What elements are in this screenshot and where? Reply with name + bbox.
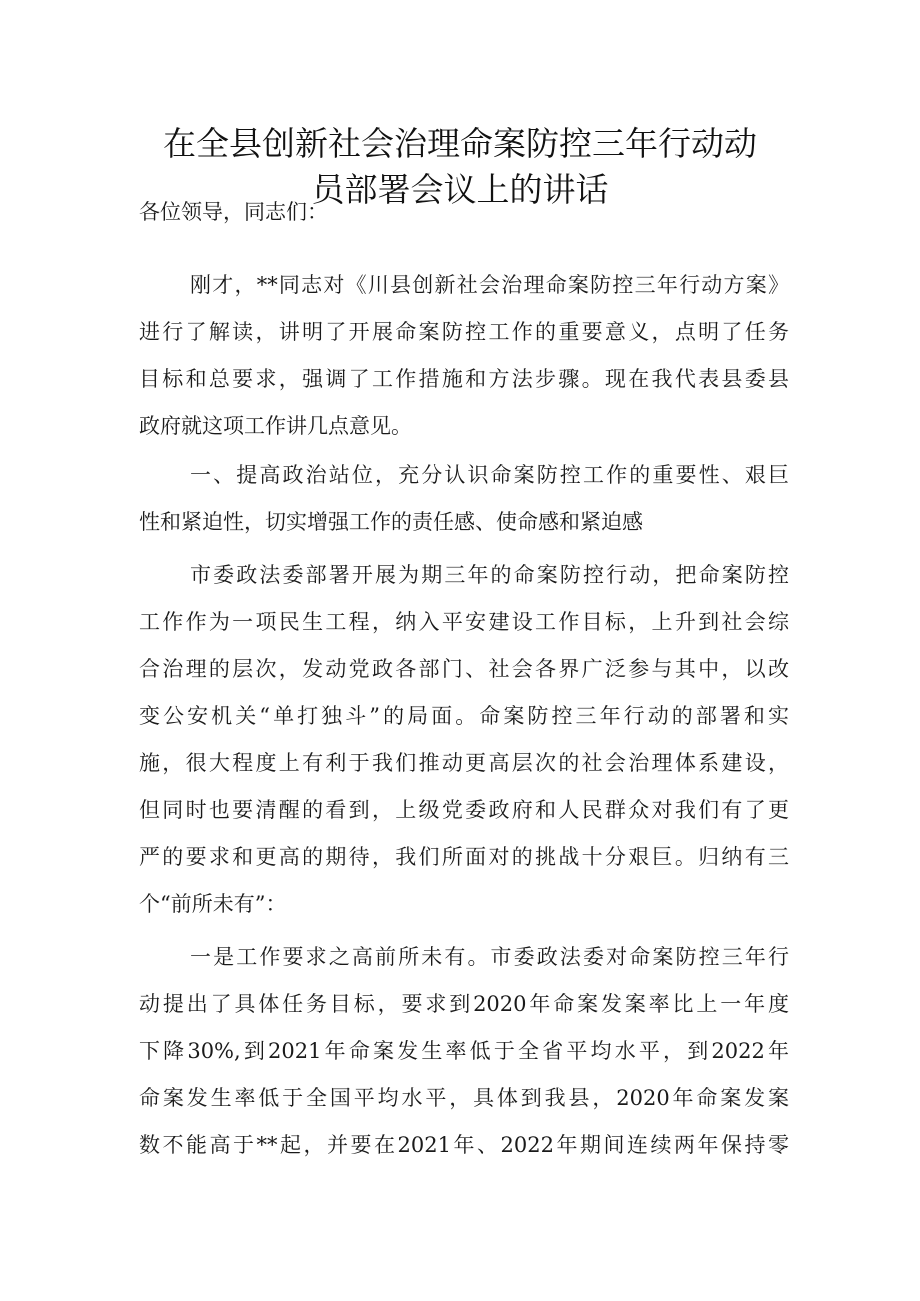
paragraph-2-line-7: 严的要求和更高的期待，我们所面对的挑战十分艰巨。归纳有三 (139, 845, 789, 869)
paragraph-2-line-3: 合治理的层次，发动党政各部门、社会各界广泛参与其中，以改 (139, 657, 789, 681)
section-heading-1-line-2: 性和紧迫性，切实增强工作的责任感、使命感和紧迫感 (139, 510, 643, 534)
document-title-line-1: 在全县创新社会治理命案防控三年行动动 (163, 124, 757, 163)
salutation: 各位领导，同志们： (139, 200, 328, 224)
paragraph-1-line-3: 目标和总要求，强调了工作措施和方法步骤。现在我代表县委县 (139, 367, 789, 391)
paragraph-2-line-8: 个“前所未有”： (139, 892, 287, 916)
paragraph-3-line-4: 命案发生率低于全国平均水平，具体到我县，2020年命案发案 (139, 1086, 789, 1110)
paragraph-2-line-2: 工作作为一项民生工程，纳入平安建设工作目标，上升到社会综 (139, 610, 789, 634)
paragraph-3-line-1: 一是工作要求之高前所未有。市委政法委对命案防控三年行 (190, 945, 789, 969)
paragraph-1-line-1: 刚才，**同志对《川县创新社会治理命案防控三年行动方案》 (190, 273, 789, 297)
paragraph-1-line-2: 进行了解读，讲明了开展命案防控工作的重要意义，点明了任务 (139, 320, 789, 344)
section-heading-1-line-1: 一、提高政治站位，充分认识命案防控工作的重要性、艰巨 (190, 463, 789, 487)
paragraph-2-line-4: 变公安机关“单打独斗”的局面。命案防控三年行动的部署和实 (139, 704, 789, 728)
paragraph-3-line-5: 数不能高于**起，并要在2021年、2022年期间连续两年保持零 (139, 1133, 789, 1157)
paragraph-1-line-4: 政府就这项工作讲几点意见。 (139, 414, 412, 438)
paragraph-3-line-2: 动提出了具体任务目标，要求到2020年命案发案率比上一年度 (139, 992, 789, 1016)
paragraph-2-line-5: 施，很大程度上有利于我们推动更高层次的社会治理体系建设， (139, 751, 789, 775)
paragraph-2-line-1: 市委政法委部署开展为期三年的命案防控行动，把命案防控 (190, 563, 789, 587)
document-title-line-2: 员部署会议上的讲话 (311, 170, 609, 209)
paragraph-3-line-3: 下降30%,到2021年命案发生率低于全省平均水平，到2022年 (139, 1039, 789, 1063)
paragraph-2-line-6: 但同时也要清醒的看到，上级党委政府和人民群众对我们有了更 (139, 798, 789, 822)
